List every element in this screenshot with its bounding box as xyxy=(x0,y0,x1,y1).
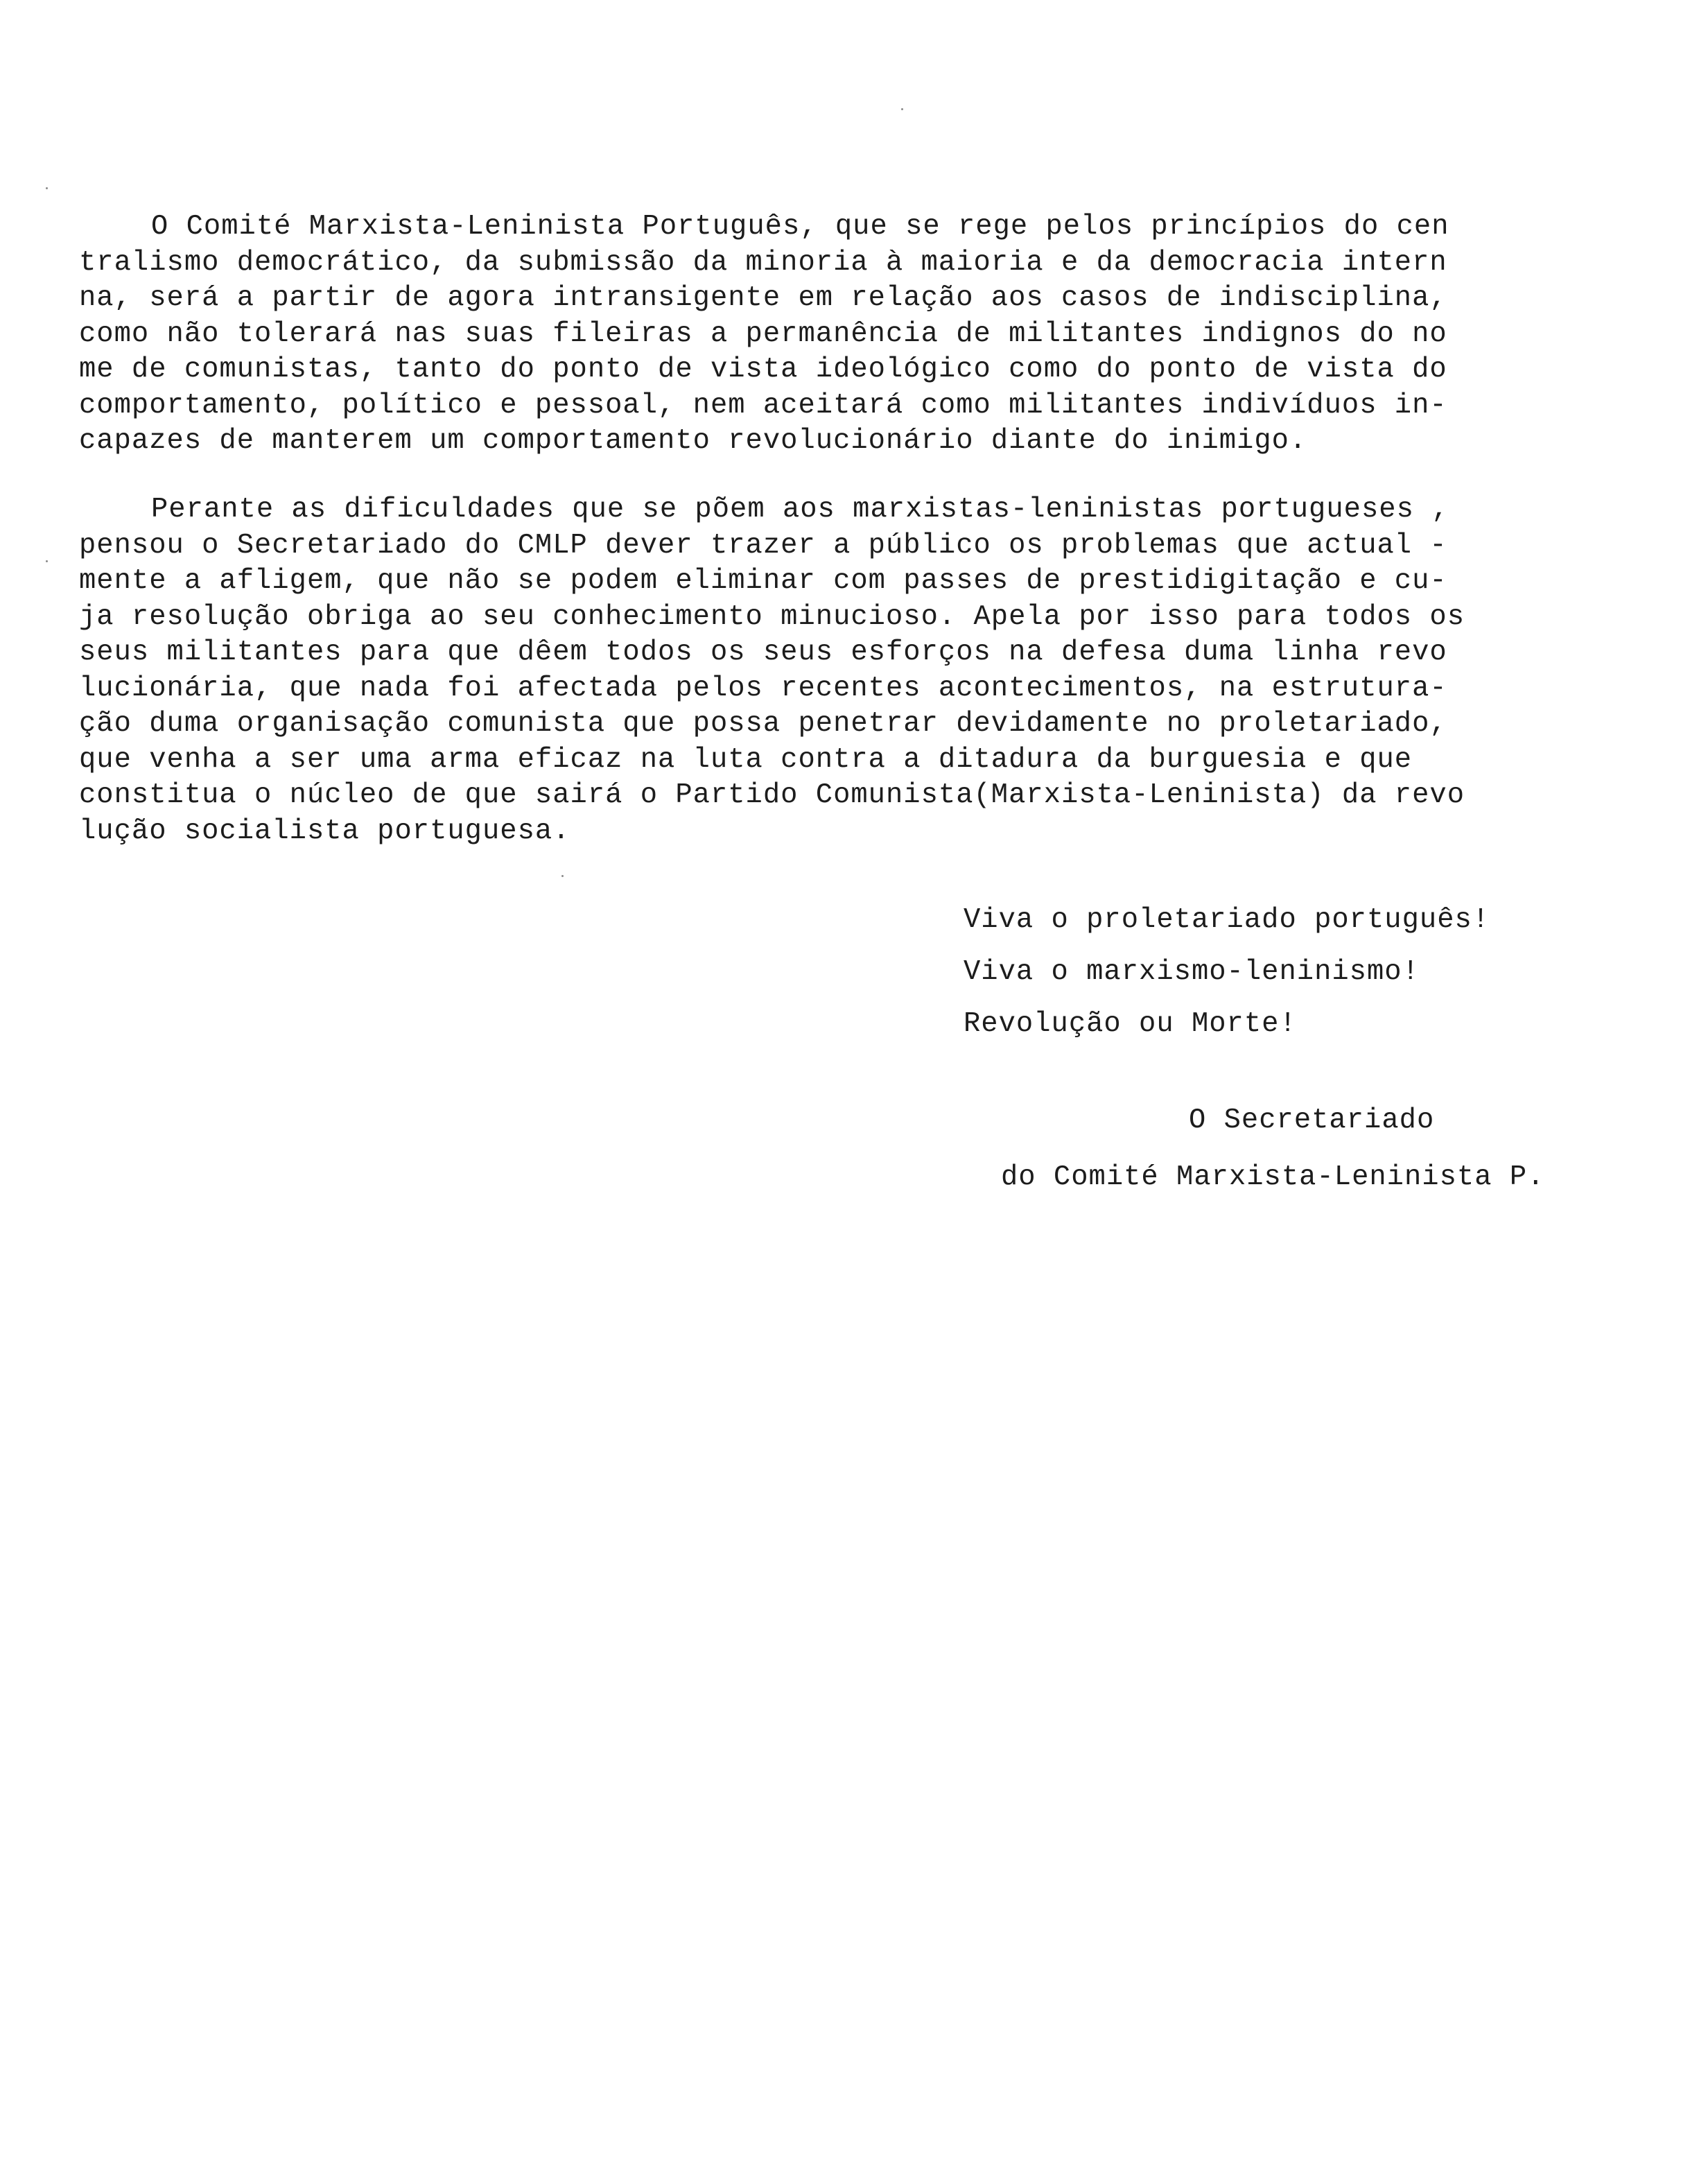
paragraph-line: capazes de manterem um comportamento revolucionário diante do inimigo. xyxy=(79,425,1307,457)
scan-speck xyxy=(46,560,48,562)
paragraph-line: mente a afligem, que não se podem eliminar com passes de prestidigitação e cu- xyxy=(79,565,1447,597)
paragraph-line: comportamento, político e pessoal, nem aceitará como militantes indivíduos in- xyxy=(79,389,1447,422)
scan-speck xyxy=(46,187,48,189)
paragraph-line: Perante as dificuldades que se põem aos marxistas-leninistas portugueses , xyxy=(151,494,1449,526)
paragraph-line: como não tolerará nas suas fileiras a permanência de militantes indignos do no xyxy=(79,318,1447,350)
paragraph-line: ja resolução obriga ao seu conhecimento minucioso. Apela por isso para todos os xyxy=(79,600,1465,633)
signature-line-2: do Comité Marxista-Leninista P. xyxy=(1001,1161,1545,1193)
closing-slogans xyxy=(964,894,1490,1050)
paragraph-2 xyxy=(79,492,1562,849)
paragraph-line: que venha a ser uma arma eficaz na luta contra a ditadura da burguesia e que xyxy=(79,743,1413,776)
paragraph-line: seus militantes para que dêem todos os seus esforços na defesa duma linha revo xyxy=(79,636,1447,668)
paragraph-line: me de comunistas, tanto do ponto de vista ideológico como do ponto de vista do xyxy=(79,354,1447,385)
paragraph-line: ção duma organisação comunista que possa penetrar devidamente no proletariado, xyxy=(79,708,1447,740)
paragraph-line: lução socialista portuguesa. xyxy=(79,815,570,847)
paragraph-line: lucionária, que nada foi afectada pelos recentes acontecimentos, na estrutura- xyxy=(79,672,1447,704)
slogan: Viva o proletariado português! xyxy=(964,904,1490,936)
paragraph-line: O Comité Marxista-Leninista Português, que se rege pelos princípios do cen xyxy=(151,211,1449,243)
paragraph-1 xyxy=(79,209,1562,460)
paragraph-line: na, será a partir de agora intransigente em relação aos casos de indisciplina, xyxy=(79,282,1447,314)
paragraph-line: tralismo democrático, da submissão da minoria à maioria e da democracia intern xyxy=(79,246,1447,279)
scan-speck xyxy=(901,108,903,110)
paragraph-line: pensou o Secretariado do CMLP dever trazer a público os problemas que actual - xyxy=(79,529,1447,562)
paragraph-line: constitua o núcleo de que sairá o Partido Comunista(Marxista-Leninista) da revo xyxy=(79,779,1465,811)
signature-line-1: O Secretariado xyxy=(1189,1104,1435,1136)
signature-block xyxy=(0,1092,1708,1206)
slogan: Revolução ou Morte! xyxy=(964,1008,1297,1040)
scan-speck xyxy=(561,875,564,877)
slogan: Viva o marxismo-leninismo! xyxy=(964,956,1420,988)
